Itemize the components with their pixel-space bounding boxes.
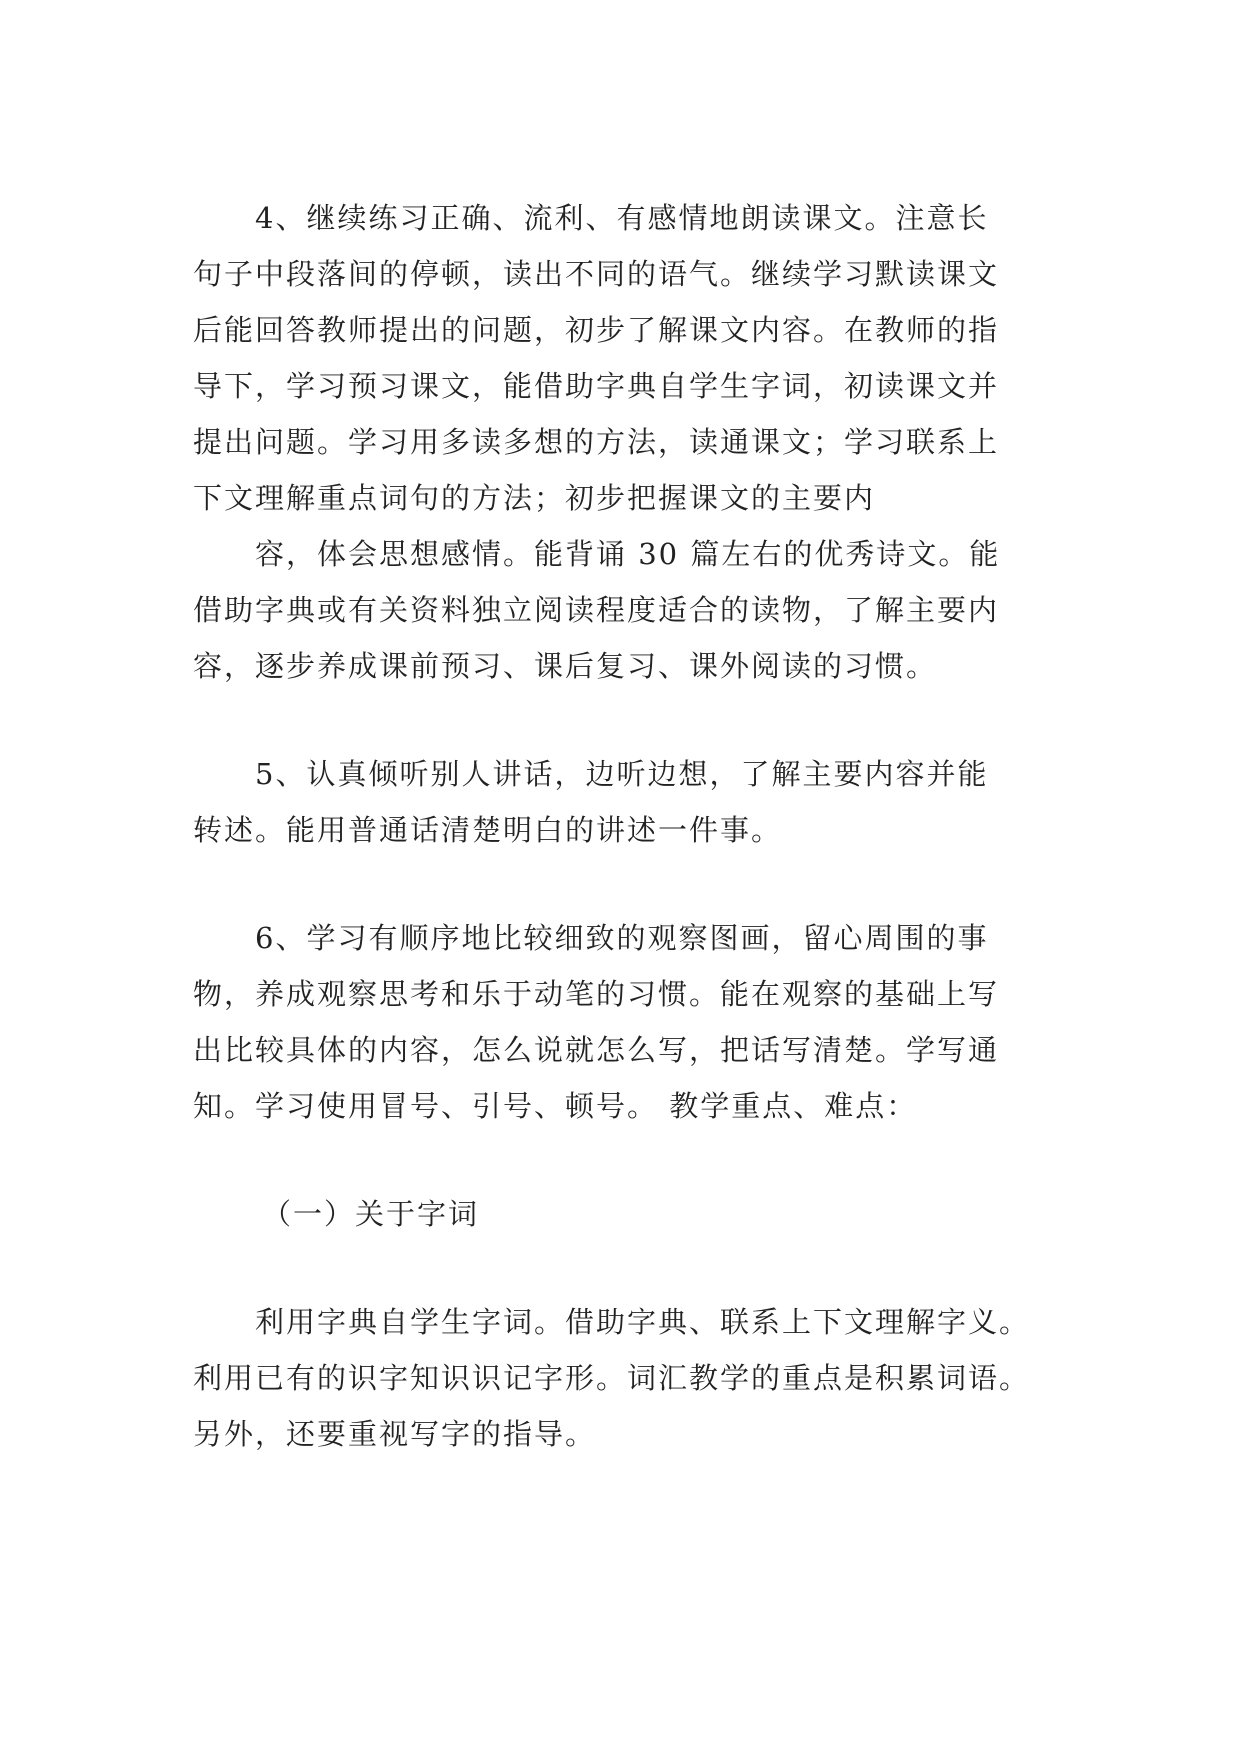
paragraph-5-line-1: 5、认真倾听别人讲话，边听边想，了解主要内容并能 xyxy=(255,757,989,791)
paragraph-4b-line-3: 容，逐步养成课前预习、课后复习、课外阅读的习惯。 xyxy=(193,649,938,683)
paragraph-5-line-2: 转述。能用普通话清楚明白的讲述一件事。 xyxy=(193,813,783,847)
paragraph-4-line-3: 后能回答教师提出的问题，初步了解课文内容。在教师的指 xyxy=(193,313,1000,347)
paragraph-6-line-1: 6、学习有顺序地比较细致的观察图画，留心周围的事 xyxy=(255,921,989,955)
paragraph-4-line-4: 导下，学习预习课文，能借助字典自学生字词，初读课文并 xyxy=(193,369,1000,403)
paragraph-4b-line-1: 容，体会思想感情。能背诵 30 篇左右的优秀诗文。能 xyxy=(255,537,1001,571)
paragraph-4-line-2: 句子中段落间的停顿，读出不同的语气。继续学习默读课文 xyxy=(193,257,1000,291)
paragraph-4-line-5: 提出问题。学习用多读多想的方法，读通课文；学习联系上 xyxy=(193,425,1000,459)
paragraph-4-line-1: 4、继续练习正确、流利、有感情地朗读课文。注意长 xyxy=(255,201,989,235)
paragraph-6-line-3: 出比较具体的内容，怎么说就怎么写，把话写清楚。学写通 xyxy=(193,1033,1000,1067)
paragraph-6-line-2: 物，养成观察思考和乐于动笔的习惯。能在观察的基础上写 xyxy=(193,977,1000,1011)
paragraph-7-line-2: 利用已有的识字知识识记字形。词汇教学的重点是积累词语。 xyxy=(193,1361,1031,1395)
paragraph-7-line-3: 另外，还要重视写字的指导。 xyxy=(193,1417,597,1451)
paragraph-4b-line-2: 借助字典或有关资料独立阅读程度适合的读物，了解主要内 xyxy=(193,593,1000,627)
section-heading: （一）关于字词 xyxy=(262,1197,480,1231)
paragraph-4-line-6: 下文理解重点词句的方法；初步把握课文的主要内 xyxy=(193,481,876,515)
paragraph-6-line-4: 知。学习使用冒号、引号、顿号。 教学重点、难点： xyxy=(193,1089,918,1123)
paragraph-7-line-1: 利用字典自学生字词。借助字典、联系上下文理解字义。 xyxy=(255,1305,1031,1339)
